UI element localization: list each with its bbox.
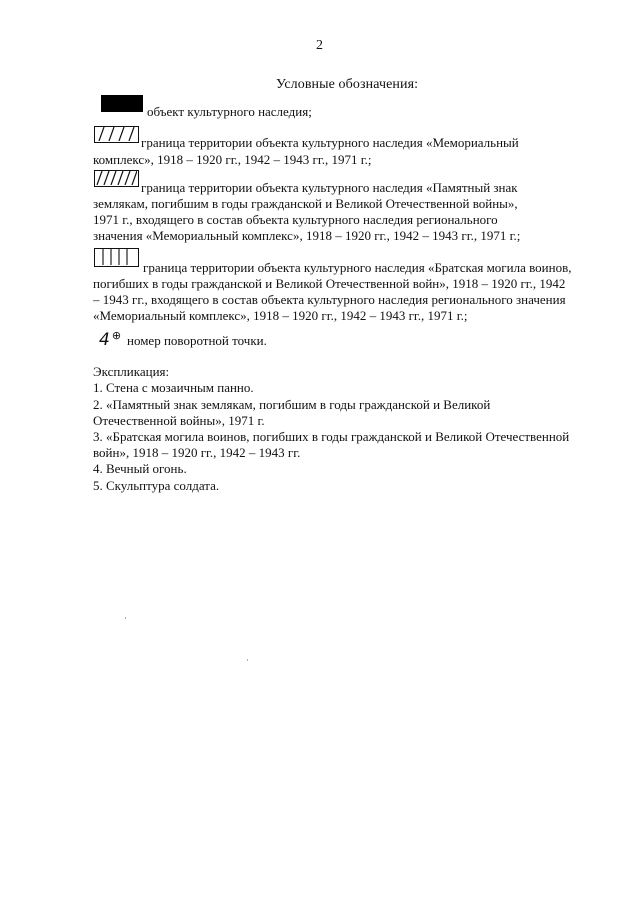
turning-point-symbol: [99, 328, 121, 348]
explication-item-3-line-2: войн», 1918 – 1920 гг., 1942 – 1943 гг.: [93, 445, 301, 460]
explication-item-1: 1. Стена с мозаичным панно.: [93, 380, 254, 395]
explication-item-5: 5. Скульптура солдата.: [93, 478, 220, 493]
scan-speck: [247, 659, 248, 661]
legend-item-4-line-2: погибших в годы гражданской и Великой Отечественной войн», 1918 – 1920 гг., 1942: [93, 276, 566, 291]
page-number: 2: [316, 38, 323, 53]
hatched-boundary-symbol: [94, 126, 139, 143]
vertical-hatched-boundary-symbol: [94, 248, 139, 267]
legend-item-1-text: объект культурного наследия;: [147, 104, 312, 119]
legend-item-3-line-3: 1971 г., входящего в состав объекта культурного наследия регионального: [93, 212, 498, 227]
explication-item-4: 4. Вечный огонь.: [93, 461, 187, 476]
legend-item-3-line-1: граница территории объекта культурного наследия «Памятный знак: [141, 180, 518, 195]
scan-speck: [125, 617, 126, 619]
explication-item-2-line-2: Отечественной войны», 1971 г.: [93, 413, 265, 428]
turning-point-digit: 4: [99, 330, 110, 350]
explication-item-3-line-1: 3. «Братская могила воинов, погибших в годы гражданской и Великой Отечественной: [93, 429, 570, 444]
legend-item-2-line-1: граница территории объекта культурного наследия «Мемориальный: [141, 135, 519, 150]
explication-title: Экспликация:: [93, 364, 170, 379]
explication-item-2-line-1: 2. «Памятный знак землякам, погибшим в годы гражданской и Великой: [93, 397, 491, 412]
legend-item-3-line-2: землякам, погибшим в годы гражданской и Великой Отечественной войны»,: [93, 196, 518, 211]
legend-item-4-line-3: – 1943 гг., входящего в состав объекта культурного наследия регионального значения: [93, 292, 566, 307]
legend-item-5-text: номер поворотной точки.: [127, 333, 267, 348]
legend-item-2-line-2: комплекс», 1918 – 1920 гг., 1942 – 1943 гг., 1971 г.;: [93, 152, 372, 167]
legend-title: Условные обозначения:: [276, 77, 419, 92]
legend-item-4-line-4: «Мемориальный комплекс», 1918 – 1920 гг., 1942 – 1943 гг., 1971 г.;: [93, 308, 468, 323]
dense-hatched-boundary-symbol: [94, 170, 139, 187]
legend-item-4-line-1: граница территории объекта культурного наследия «Братская могила воинов,: [143, 260, 572, 275]
heritage-object-symbol: [101, 95, 143, 112]
crosshair-icon: ⊕: [111, 329, 122, 342]
legend-item-3-line-4: значения «Мемориальный комплекс», 1918 – 1920 гг., 1942 – 1943 гг., 1971 г.;: [93, 228, 521, 243]
